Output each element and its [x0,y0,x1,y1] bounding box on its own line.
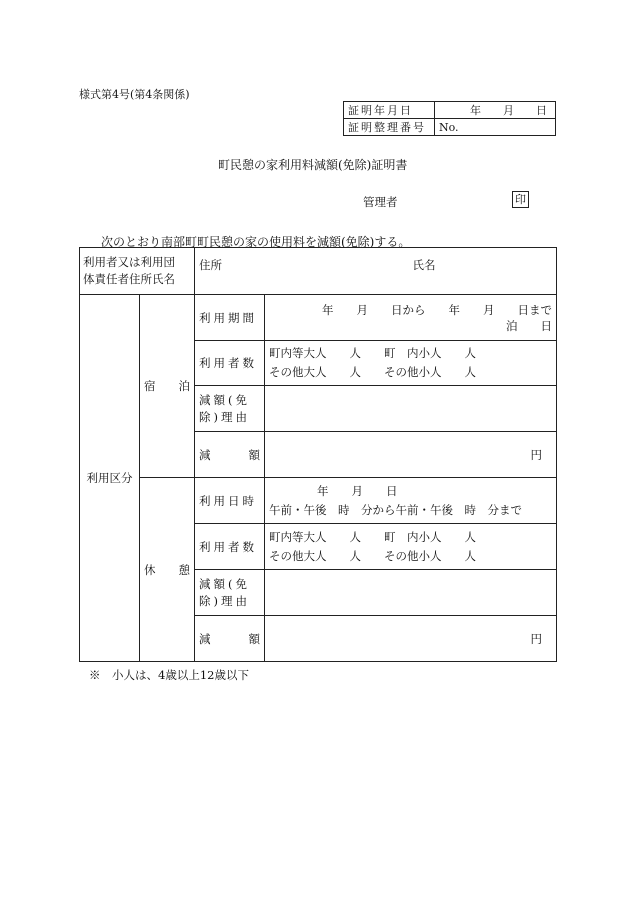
rest-amount-field[interactable]: 円 [265,616,557,662]
rest-datetime-label: 利用日時 [195,478,265,524]
stay-label: 宿 泊 [140,295,195,478]
rest-datetime-line2: 午前・午後 時 分から午前・午後 時 分まで [269,502,522,517]
stay-users-label: 利用者数 [195,341,265,386]
stay-users-line2: その他大人 人 その他小人 人 [269,365,476,379]
stay-reason-label-line2: 除)理由 [199,409,250,424]
stay-period-label: 利用期間 [195,295,265,341]
manager-label: 管理者 [363,195,398,209]
certificate-info-box [343,101,556,136]
stay-reason-field[interactable] [265,386,557,432]
usage-category-label: 利用区分 [80,295,140,662]
stay-reason-label [195,386,265,432]
certificate-table [79,247,557,662]
stay-users-line1: 町内等大人 人 町 内小人 人 [269,346,476,360]
applicant-label [80,248,195,295]
certificate-date-label: 証明年月日 [344,102,435,119]
rest-label: 休 憩 [140,478,195,662]
seal-stamp: 印 [512,191,529,208]
rest-amount-label-b: 額 [248,631,260,646]
rest-reason-label [195,570,265,616]
stay-period-field[interactable] [265,295,557,341]
applicant-label-line2: 体責任者住所氏名 [83,272,175,286]
rest-users-line2: その他大人 人 その他小人 人 [269,548,476,563]
certificate-number-field[interactable]: No. [435,119,556,136]
rest-datetime-line1: 年 月 日 [317,483,398,498]
rest-amount-label [195,616,265,662]
stay-amount-label-a: 減 [199,447,211,462]
stay-reason-label-line1: 減額(免 [199,392,250,407]
rest-reason-label-line1: 減額(免 [199,576,250,591]
stay-users-field[interactable] [265,341,557,386]
rest-reason-field[interactable] [265,570,557,616]
certificate-date-field[interactable]: 年 月 日 [435,102,556,119]
applicant-field[interactable] [195,248,557,295]
address-label: 住所 [199,258,222,272]
intro-text: 次のとおり南部町町民憩の家の使用料を減額(免除)する。 [101,235,411,249]
rest-amount-label-a: 減 [199,631,211,646]
form-number: 様式第4号(第4条関係) [79,88,190,101]
stay-amount-field[interactable]: 円 [265,432,557,478]
stay-amount-label [195,432,265,478]
rest-users-line1: 町内等大人 人 町 内小人 人 [269,529,476,544]
stay-amount-label-b: 額 [248,447,260,462]
name-label: 氏名 [412,258,436,272]
certificate-number-label: 証明整理番号 [344,119,435,136]
rest-users-label: 利用者数 [195,524,265,570]
stay-period-line1: 年 月 日から 年 月 日まで [322,302,552,317]
document-title: 町民憩の家利用料減額(免除)証明書 [218,158,408,172]
applicant-label-line1: 利用者又は利用団 [83,255,175,269]
footnote: ※ 小人は、4歳以上12歳以下 [89,668,249,682]
rest-datetime-field[interactable] [265,478,557,524]
stay-period-line2: 泊 日 [506,318,552,333]
rest-reason-label-line2: 除)理由 [199,593,250,608]
rest-users-field[interactable] [265,524,557,570]
